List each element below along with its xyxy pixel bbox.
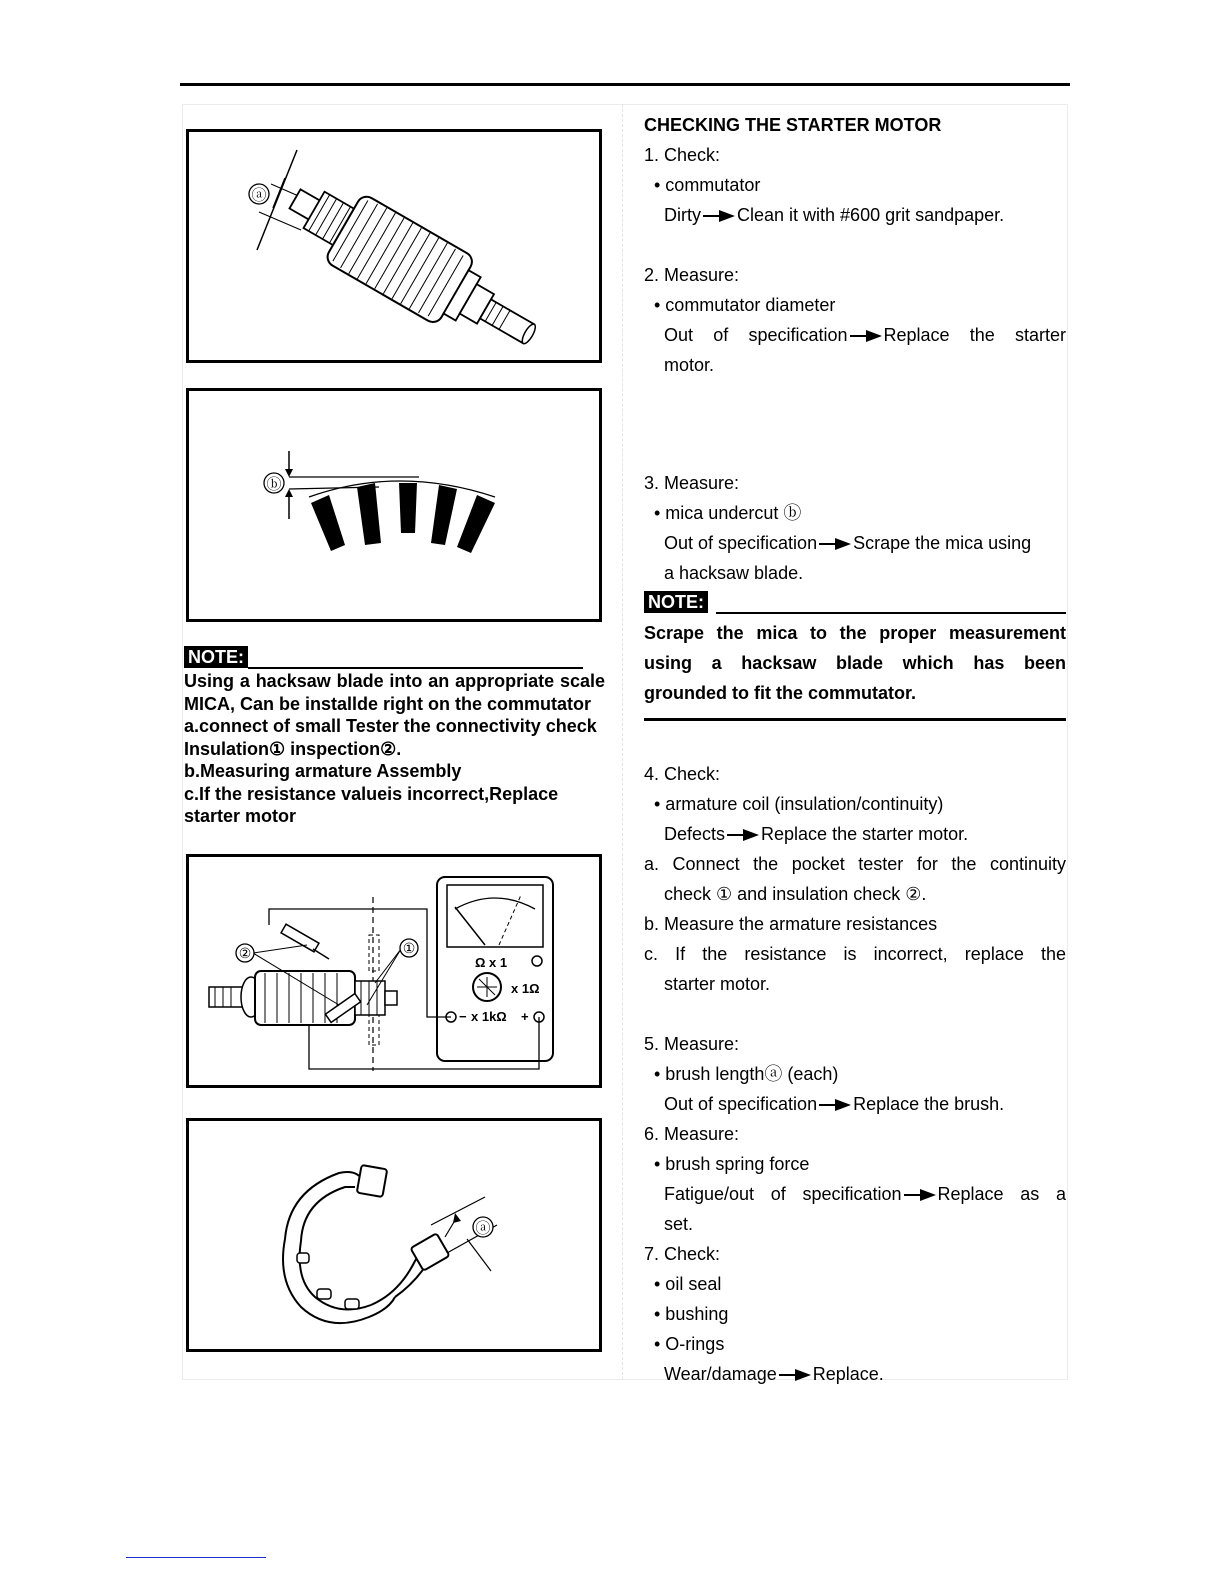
- note-tag: NOTE:: [644, 591, 708, 613]
- step-1-heading: 1. Check:: [644, 145, 721, 165]
- step-5-heading: 5. Measure:: [644, 1034, 740, 1054]
- scale-x1ohm: x 1Ω: [511, 981, 540, 996]
- step-3-heading: 3. Measure:: [644, 473, 740, 493]
- arrow-icon: [727, 829, 759, 841]
- note-line: b.Measuring armature Assembly: [184, 761, 462, 781]
- arrow-icon: [779, 1369, 811, 1381]
- step-7-action: Wear/damage Replace.: [664, 1364, 884, 1384]
- note-rule: [248, 667, 583, 669]
- armature-body: [275, 165, 551, 360]
- note-line: a.connect of small Tester the connectivity check Insulation① inspection②.: [184, 716, 597, 759]
- header-rule: [180, 83, 1070, 86]
- arrow-icon: [850, 330, 882, 342]
- mica-drawing: [189, 391, 599, 619]
- step-4-c: c. If the resistance is incorrect, replace the: [644, 944, 1066, 964]
- step-5-item: • brush lengthⓐ (each): [654, 1064, 839, 1084]
- step-1-item: • commutator: [654, 175, 761, 195]
- tester-figure: [186, 854, 602, 1088]
- step-2-action: Out of specification Replace the starter: [664, 325, 1066, 345]
- armature-figure: [186, 129, 602, 363]
- commutator-segment: [311, 495, 345, 551]
- step-7-item: • O-rings: [654, 1334, 725, 1354]
- brush-figure: [186, 1118, 602, 1352]
- step-2-heading: 2. Measure:: [644, 265, 740, 285]
- label-a: ⓐ: [475, 1220, 491, 1237]
- step-6-item: • brush spring force: [654, 1154, 810, 1174]
- left-note-body: [184, 670, 605, 828]
- step-7-item: • bushing: [654, 1304, 729, 1324]
- label-b: ⓑ: [266, 476, 282, 493]
- step-7-heading: 7. Check:: [644, 1244, 721, 1264]
- note-line: Using a hacksaw blade into an appropriate scale MICA, Can be installde right on the commutator: [184, 671, 605, 714]
- note-tag: NOTE:: [184, 646, 248, 668]
- left-note: [184, 646, 605, 828]
- step-4-a: a. Connect the pocket tester for the continuity: [644, 854, 1066, 874]
- step-3-action: Out of specification Scrape the mica using: [664, 533, 1032, 553]
- step-1-action: Dirty Clean it with #600 grit sandpaper.: [664, 205, 1005, 225]
- footnote-rule: [126, 1557, 266, 1558]
- label-a: ⓐ: [251, 187, 267, 204]
- step-4-heading: 4. Check:: [644, 764, 721, 784]
- arrow-icon: [703, 210, 735, 222]
- step-4-item: • armature coil (insulation/continuity): [654, 794, 944, 814]
- brush-lead: [285, 1172, 367, 1239]
- armature-drawing: [189, 132, 599, 360]
- step-6-action: Fatigue/out of specification Replace as a: [664, 1184, 1066, 1204]
- tester-drawing: [189, 857, 599, 1085]
- step-4-action: Defects Replace the starter motor.: [664, 824, 969, 844]
- arrow-icon: [904, 1189, 936, 1201]
- arrow-icon: [819, 1099, 851, 1111]
- note-line: c.If the resistance valueis incorrect,Replace starter motor: [184, 783, 559, 826]
- right-note-body: Scrape the mica to the proper measurement using a hacksaw blade which has been grounded to fit the commutator.: [644, 623, 1066, 703]
- step-3-item: • mica undercut ⓑ: [654, 503, 802, 523]
- step-6-heading: 6. Measure:: [644, 1124, 740, 1144]
- right-note-header: [644, 591, 1066, 615]
- section-title: CHECKING THE STARTER MOTOR: [644, 115, 942, 135]
- scale-ohm-x1: Ω x 1: [475, 955, 508, 970]
- svg-text:−: −: [459, 1009, 467, 1024]
- commutator: [355, 981, 385, 1015]
- step-7-item: • oil seal: [654, 1274, 722, 1294]
- label-2: ②: [238, 945, 252, 961]
- column-divider: [622, 104, 623, 1380]
- svg-text:+: +: [521, 1009, 529, 1024]
- step-5-action: Out of specification Replace the brush.: [664, 1094, 1005, 1114]
- mica-figure: [186, 388, 602, 622]
- brush-1: [357, 1165, 387, 1197]
- right-column: CHECKING THE STARTER MOTOR 1. Check: • commutator Dirty Clean it with #600 grit sandpaper. 2. Measure: • commutator diameter Out of specification Replace the starter motor. 3. Measure: • mica undercut ⓑ Out of specification Scrape the mica using a hacksaw blade. NOTE: Scrape the mica to the proper measurement using a hacksaw blade which has been grounded to fit the commutator. 4. Check: • armature coil (insulation/continuity) Defects Replace the starter motor. a. Connect the pocket tester for the continuity check ① and insulation check ②. b. Measure the armature resistances c. If the resistance is incorrect, replace the starter motor. 5. Measure: • brush lengthⓐ (each) Out of specification Replace the brush. 6. Measure: • brush spring force Fatigue/out of specification Replace as a set. 7. Check: • oil seal • bushing • O-rings Wear/damage Replace.: [644, 110, 1066, 1389]
- arrow-icon: [819, 538, 851, 550]
- step-2-item: • commutator diameter: [654, 295, 836, 315]
- brush-2: [411, 1233, 450, 1271]
- brush-drawing: [189, 1121, 599, 1349]
- step-4-b: b. Measure the armature resistances: [644, 914, 938, 934]
- label-1: ①: [402, 940, 416, 956]
- scale-x1kohm: x 1kΩ: [471, 1009, 507, 1024]
